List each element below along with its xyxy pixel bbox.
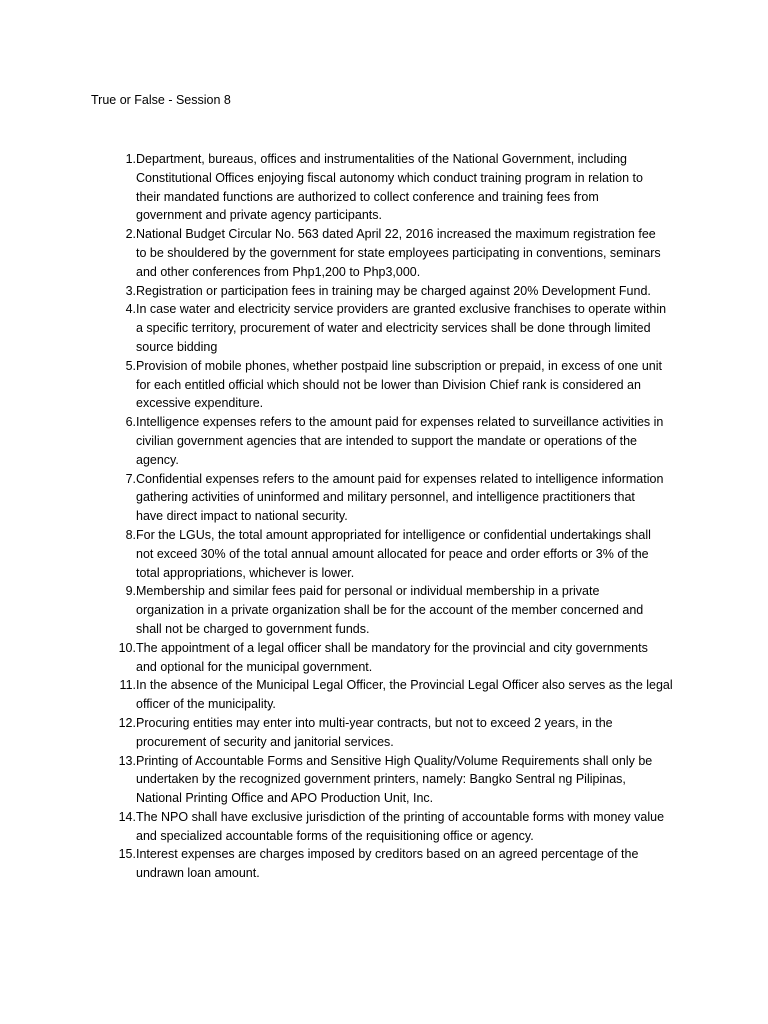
item-number-cell (91, 676, 136, 695)
list-item (91, 752, 691, 808)
item-text-line: Printing of Accountable Forms and Sensitive High Quality/Volume Requirements shall only be (136, 753, 653, 768)
item-text-line: organization in a private organization shall be for the account of the member concerned and (136, 603, 644, 618)
item-text (136, 845, 691, 883)
item-text-line: Department, bureaus, offices and instrumentalities of the National Government, including (136, 152, 628, 166)
item-text-line: have direct impact to national security. (136, 509, 348, 524)
list-item (91, 639, 691, 677)
item-number-cell (91, 357, 136, 376)
item-text (136, 225, 691, 281)
item-text-line: their mandated functions are authorized to collect conference and training fees from (136, 189, 599, 204)
list-item (91, 526, 691, 582)
item-number: 10. (118, 640, 136, 655)
item-number-cell (91, 752, 136, 771)
item-text (136, 639, 691, 677)
item-text-line: undertaken by the recognized government printers, namely: Bangko Sentral ng Pilipinas, (136, 772, 626, 787)
item-text-line: Confidential expenses refers to the amount paid for expenses related to intelligence information (136, 471, 664, 486)
item-text-line: Procuring entities may enter into multi-year contracts, but not to exceed 2 years, in the (136, 715, 613, 730)
item-number: 5. (125, 358, 136, 373)
item-number-cell (91, 714, 136, 733)
item-text-line: Provision of mobile phones, whether postpaid line subscription or prepaid, in excess of one unit (136, 358, 663, 373)
item-text (136, 582, 691, 638)
item-number: 2. (125, 227, 136, 242)
item-text-line: officer of the municipality. (136, 697, 276, 712)
item-number-cell (91, 225, 136, 244)
item-text-line: Constitutional Offices enjoying fiscal autonomy which conduct training program in relation to (136, 170, 643, 185)
item-number-cell (91, 150, 136, 169)
item-number: 12. (118, 715, 136, 730)
item-text (136, 714, 691, 752)
item-text-line: government and private agency participants. (136, 208, 382, 223)
item-text-line: and other conferences from Php1,200 to Php3,000. (136, 264, 421, 279)
item-number: 6. (125, 415, 136, 430)
item-number: 8. (125, 527, 136, 542)
item-text (136, 752, 691, 808)
list-item (91, 300, 691, 356)
item-text-line: National Budget Circular No. 563 dated April 22, 2016 increased the maximum registration fee (136, 227, 656, 242)
item-text-line: source bidding (136, 339, 218, 354)
page-title: True or False - Session 8 (91, 93, 231, 107)
question-list (91, 150, 691, 883)
item-number: 9. (125, 584, 136, 599)
item-text-line: In the absence of the Municipal Legal Officer, the Provincial Legal Officer also serves as the legal (136, 678, 673, 693)
list-item (91, 676, 691, 714)
item-number-cell (91, 582, 136, 601)
list-item (91, 225, 691, 281)
item-text-line: not exceed 30% of the total annual amount allocated for peace and order efforts or 3% of the (136, 546, 649, 561)
list-item (91, 470, 691, 526)
item-text-line: total appropriations, whichever is lower. (136, 565, 355, 580)
item-text-line: and specialized accountable forms of the requisitioning office or agency. (136, 828, 534, 843)
item-number: 14. (118, 809, 136, 824)
item-text-line: For the LGUs, the total amount appropriated for intelligence or confidential undertakings shall (136, 527, 651, 542)
item-text (136, 357, 691, 413)
item-number-cell (91, 300, 136, 319)
item-text-line: In case water and electricity service providers are granted exclusive franchises to operate within (136, 302, 667, 317)
item-text-line: Registration or participation fees in training may be charged against 20% Development Fund. (136, 283, 651, 298)
item-text-line: The NPO shall have exclusive jurisdiction of the printing of accountable forms with money value (136, 809, 665, 824)
list-item (91, 845, 691, 883)
item-text-line: Interest expenses are charges imposed by creditors based on an agreed percentage of the (136, 847, 639, 862)
item-number: 7. (125, 471, 136, 486)
item-text (136, 470, 691, 526)
item-number-cell (91, 639, 136, 658)
item-text-line: Membership and similar fees paid for personal or individual membership in a private (136, 584, 600, 599)
item-text (136, 413, 691, 469)
item-text (136, 526, 691, 582)
item-text-line: The appointment of a legal officer shall be mandatory for the provincial and city governments (136, 640, 648, 655)
item-number: 4. (125, 302, 136, 317)
item-text (136, 150, 691, 225)
item-text-line: civilian government agencies that are intended to support the mandate or operations of the (136, 433, 638, 448)
item-number: 15. (118, 847, 136, 862)
item-number: 13. (118, 753, 136, 768)
list-item (91, 808, 691, 846)
item-text (136, 808, 691, 846)
item-number-cell (91, 526, 136, 545)
list-item (91, 582, 691, 638)
item-text-line: a specific territory, procurement of water and electricity services shall be done through limited (136, 321, 651, 336)
item-number-cell (91, 808, 136, 827)
item-number-cell (91, 413, 136, 432)
list-item (91, 413, 691, 469)
item-number: 1. (125, 152, 136, 166)
item-text-line: excessive expenditure. (136, 396, 264, 411)
item-number-cell (91, 282, 136, 301)
item-text-line: for each entitled official which should not be lower than Division Chief rank is considered an (136, 377, 641, 392)
item-text-line: procurement of security and janitorial services. (136, 734, 394, 749)
list-item (91, 150, 691, 225)
item-text-line: gathering activities of uninformed and military personnel, and intelligence practitioners that (136, 490, 635, 505)
item-number-cell (91, 470, 136, 489)
item-text-line: to be shouldered by the government for state employees participating in conventions, seminars (136, 245, 661, 260)
item-number-cell (91, 845, 136, 864)
list-item (91, 282, 691, 301)
item-text-line: and optional for the municipal government. (136, 659, 373, 674)
item-text (136, 300, 691, 356)
item-text (136, 676, 691, 714)
item-number: 11. (119, 678, 136, 693)
list-item (91, 714, 691, 752)
item-text (136, 282, 691, 301)
item-text-line: shall not be charged to government funds. (136, 621, 370, 636)
item-number: 3. (125, 283, 136, 298)
list-item (91, 357, 691, 413)
item-text-line: Intelligence expenses refers to the amount paid for expenses related to surveillance activities in (136, 415, 664, 430)
item-text-line: undrawn loan amount. (136, 866, 260, 881)
item-text-line: agency. (136, 452, 179, 467)
item-text-line: National Printing Office and APO Production Unit, Inc. (136, 791, 434, 806)
